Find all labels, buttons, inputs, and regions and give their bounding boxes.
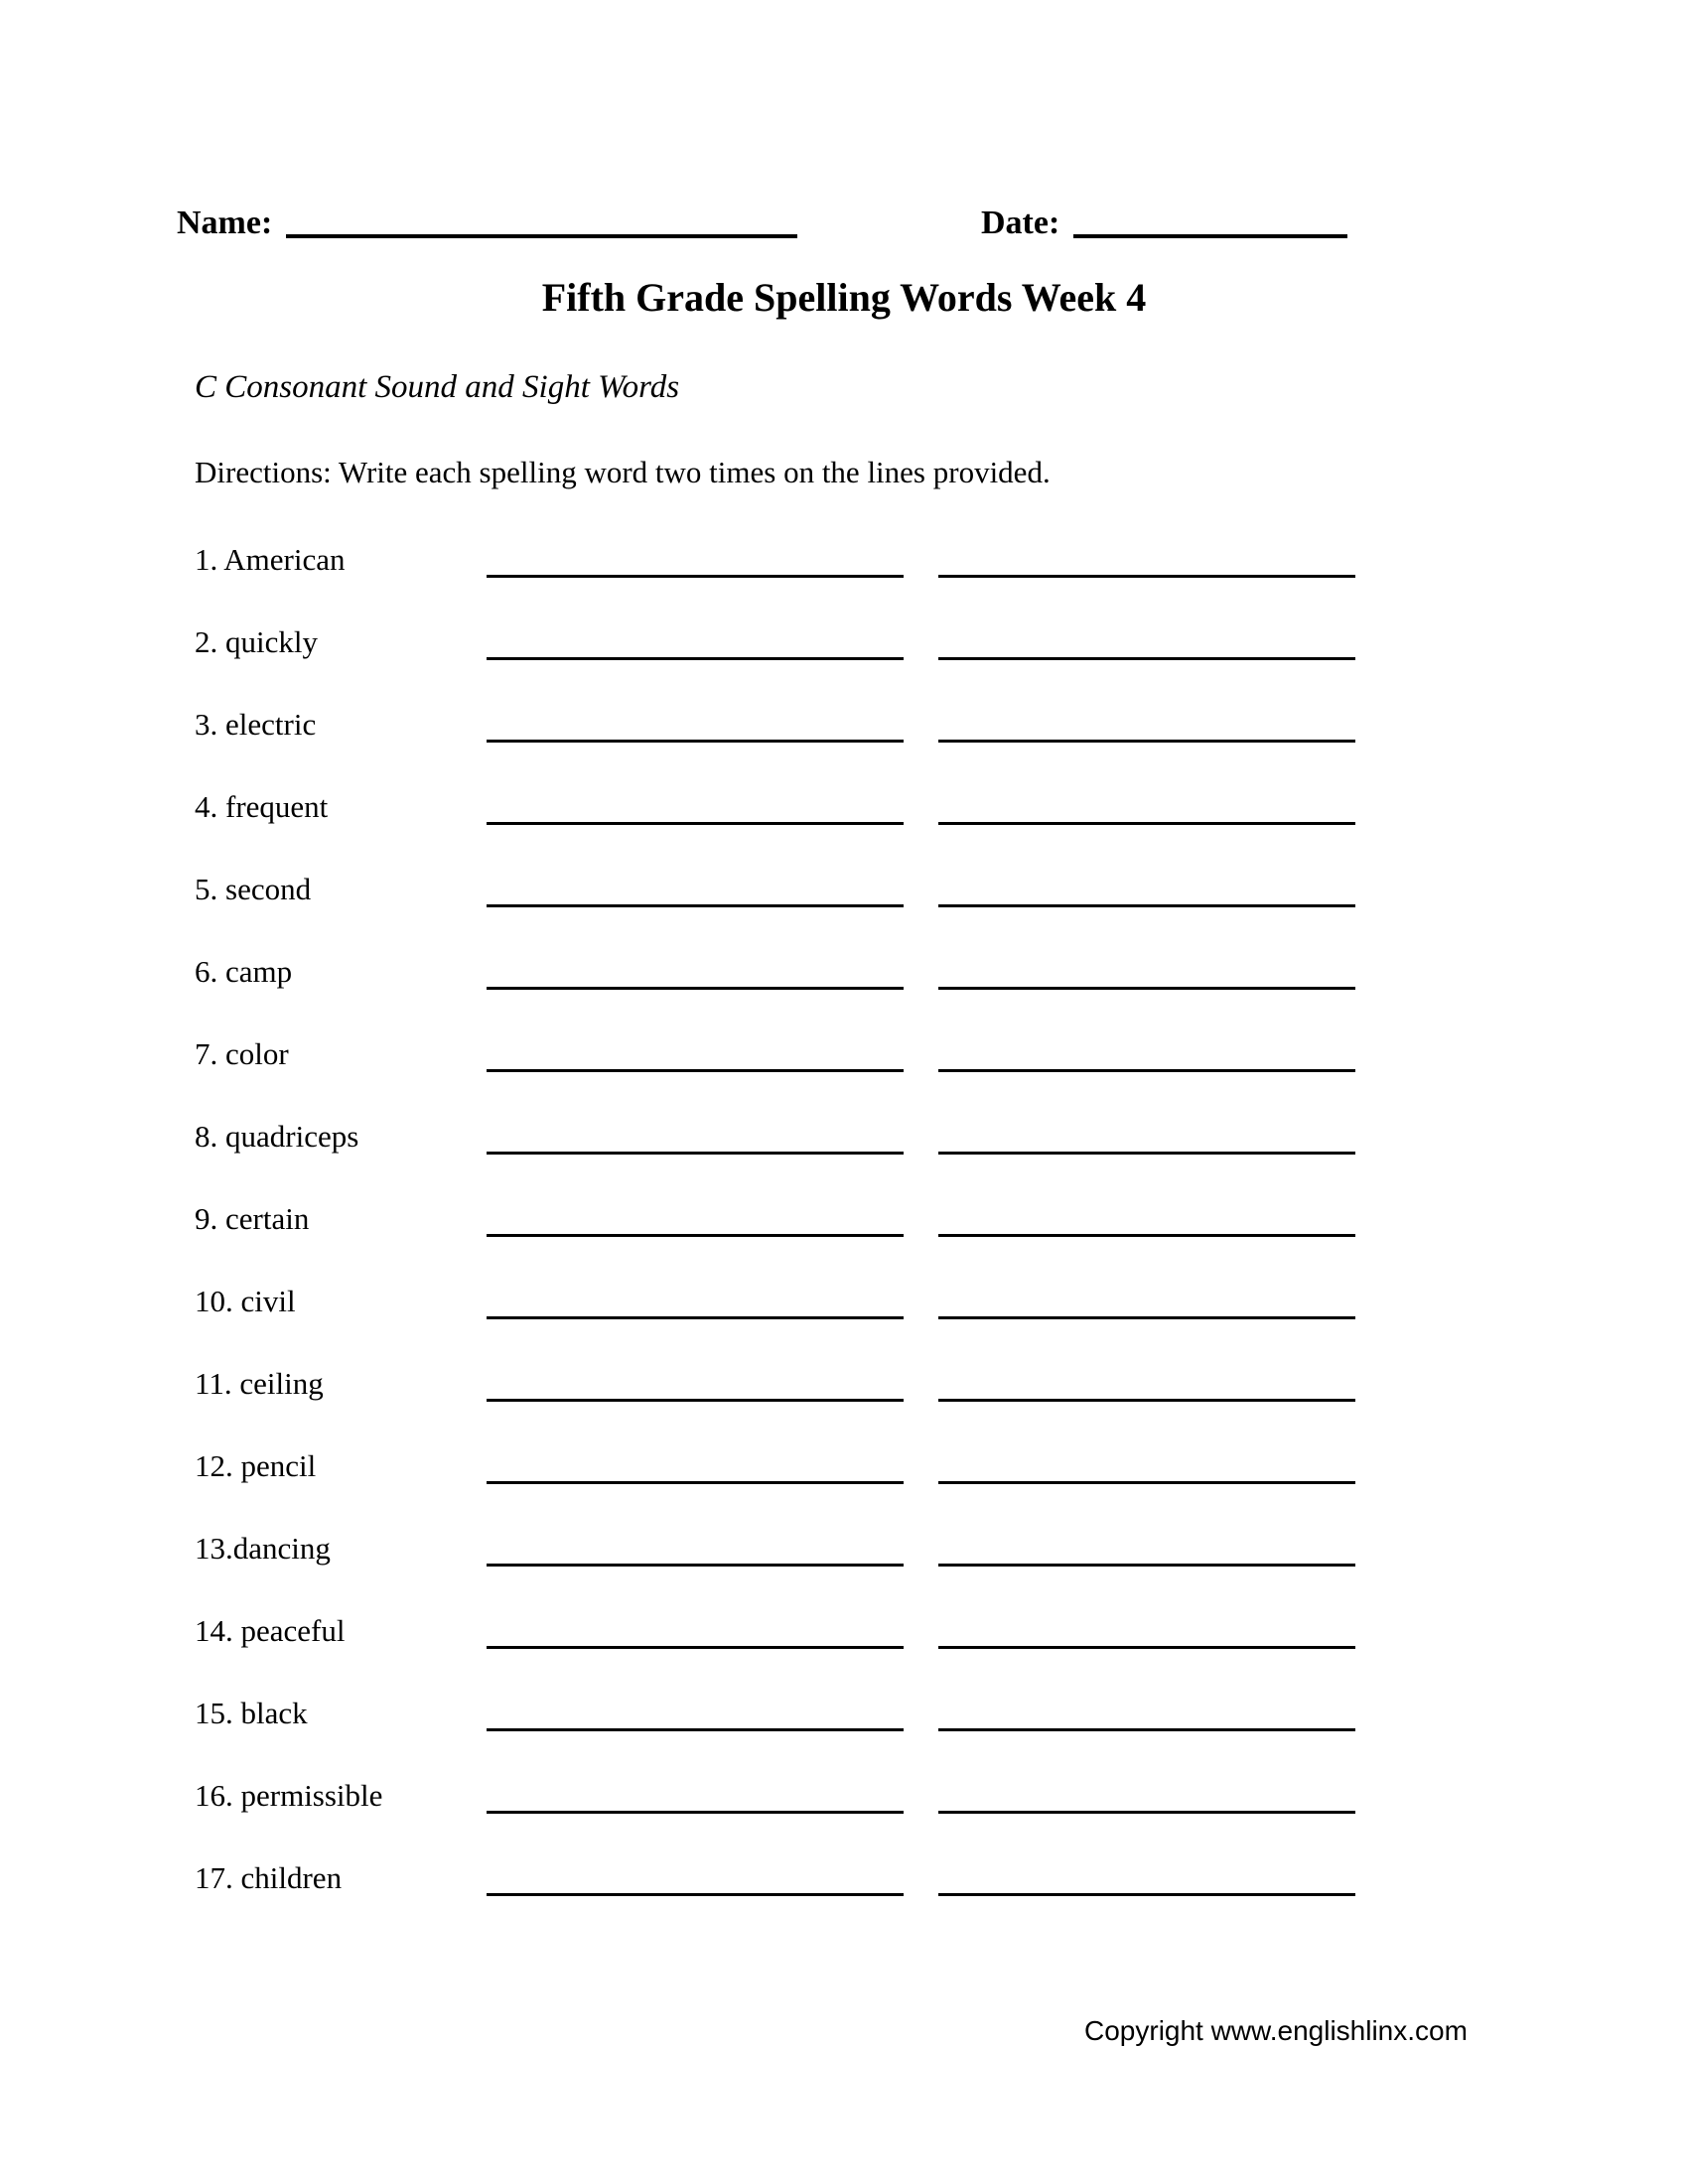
word-label: 6. camp: [195, 954, 293, 989]
answer-line-1: [487, 575, 904, 578]
answer-line-1: [487, 740, 904, 743]
answer-line-2: [938, 1646, 1355, 1649]
word-row: [195, 1201, 1485, 1284]
answer-line-1: [487, 822, 904, 825]
word-row: [195, 1613, 1485, 1696]
answer-line-1: [487, 987, 904, 990]
answer-line-1: [487, 1399, 904, 1402]
answer-line-2: [938, 1564, 1355, 1567]
word-row: [195, 1036, 1485, 1119]
word-row: [195, 624, 1485, 707]
answer-line-1: [487, 904, 904, 907]
word-list: [195, 542, 1485, 1943]
answer-line-1: [487, 1811, 904, 1814]
answer-line-2: [938, 1069, 1355, 1072]
answer-line-2: [938, 657, 1355, 660]
page-title: Fifth Grade Spelling Words Week 4: [541, 275, 1147, 320]
answer-line-1: [487, 1152, 904, 1155]
word-label: 16. permissible: [195, 1778, 383, 1813]
word-row: [195, 1284, 1485, 1366]
answer-line-2: [938, 987, 1355, 990]
answer-line-2: [938, 1399, 1355, 1402]
word-row: [195, 1778, 1485, 1860]
word-label: 10. civil: [195, 1284, 296, 1318]
word-row: [195, 1531, 1485, 1613]
word-label: 11. ceiling: [195, 1366, 324, 1401]
answer-line-2: [938, 904, 1355, 907]
name-blank-line: [286, 234, 797, 238]
word-row: [195, 1119, 1485, 1201]
word-label: 8. quadriceps: [195, 1119, 359, 1154]
answer-line-1: [487, 1234, 904, 1237]
date-label: Date:: [981, 205, 1060, 241]
date-blank-line: [1073, 234, 1347, 238]
answer-line-1: [487, 1481, 904, 1484]
name-field-group: [177, 205, 797, 242]
word-row: [195, 1366, 1485, 1448]
word-label: 14. peaceful: [195, 1613, 346, 1648]
answer-line-1: [487, 1069, 904, 1072]
word-label: 1. American: [195, 542, 346, 577]
answer-line-2: [938, 1728, 1355, 1731]
name-label: Name:: [177, 205, 273, 241]
directions-text: Directions: Write each spelling word two times on the lines provided.: [195, 455, 1051, 489]
word-row: [195, 872, 1485, 954]
word-row: [195, 789, 1485, 872]
word-label: 9. certain: [195, 1201, 310, 1236]
answer-line-1: [487, 1646, 904, 1649]
answer-line-2: [938, 1152, 1355, 1155]
word-row: [195, 1860, 1485, 1943]
word-row: [195, 954, 1485, 1036]
answer-line-1: [487, 1728, 904, 1731]
answer-line-2: [938, 740, 1355, 743]
answer-line-1: [487, 657, 904, 660]
answer-line-2: [938, 822, 1355, 825]
word-row: [195, 1696, 1485, 1778]
answer-line-1: [487, 1893, 904, 1896]
word-label: 5. second: [195, 872, 312, 906]
word-row: [195, 707, 1485, 789]
word-label: 3. electric: [195, 707, 317, 742]
answer-line-2: [938, 1811, 1355, 1814]
word-row: [195, 1448, 1485, 1531]
word-label: 2. quickly: [195, 624, 318, 659]
answer-line-2: [938, 1893, 1355, 1896]
copyright-text: Copyright www.englishlinx.com: [1084, 2015, 1468, 2046]
answer-line-2: [938, 1234, 1355, 1237]
word-label: 15. black: [195, 1696, 308, 1730]
word-label: 13.dancing: [195, 1531, 331, 1566]
answer-line-2: [938, 575, 1355, 578]
answer-line-1: [487, 1316, 904, 1319]
subtitle: C Consonant Sound and Sight Words: [195, 369, 680, 405]
answer-line-1: [487, 1564, 904, 1567]
answer-line-2: [938, 1316, 1355, 1319]
word-row: [195, 542, 1485, 624]
word-label: 7. color: [195, 1036, 289, 1071]
word-label: 12. pencil: [195, 1448, 317, 1483]
word-label: 4. frequent: [195, 789, 329, 824]
word-label: 17. children: [195, 1860, 343, 1895]
date-field-group: [981, 205, 1347, 242]
answer-line-2: [938, 1481, 1355, 1484]
